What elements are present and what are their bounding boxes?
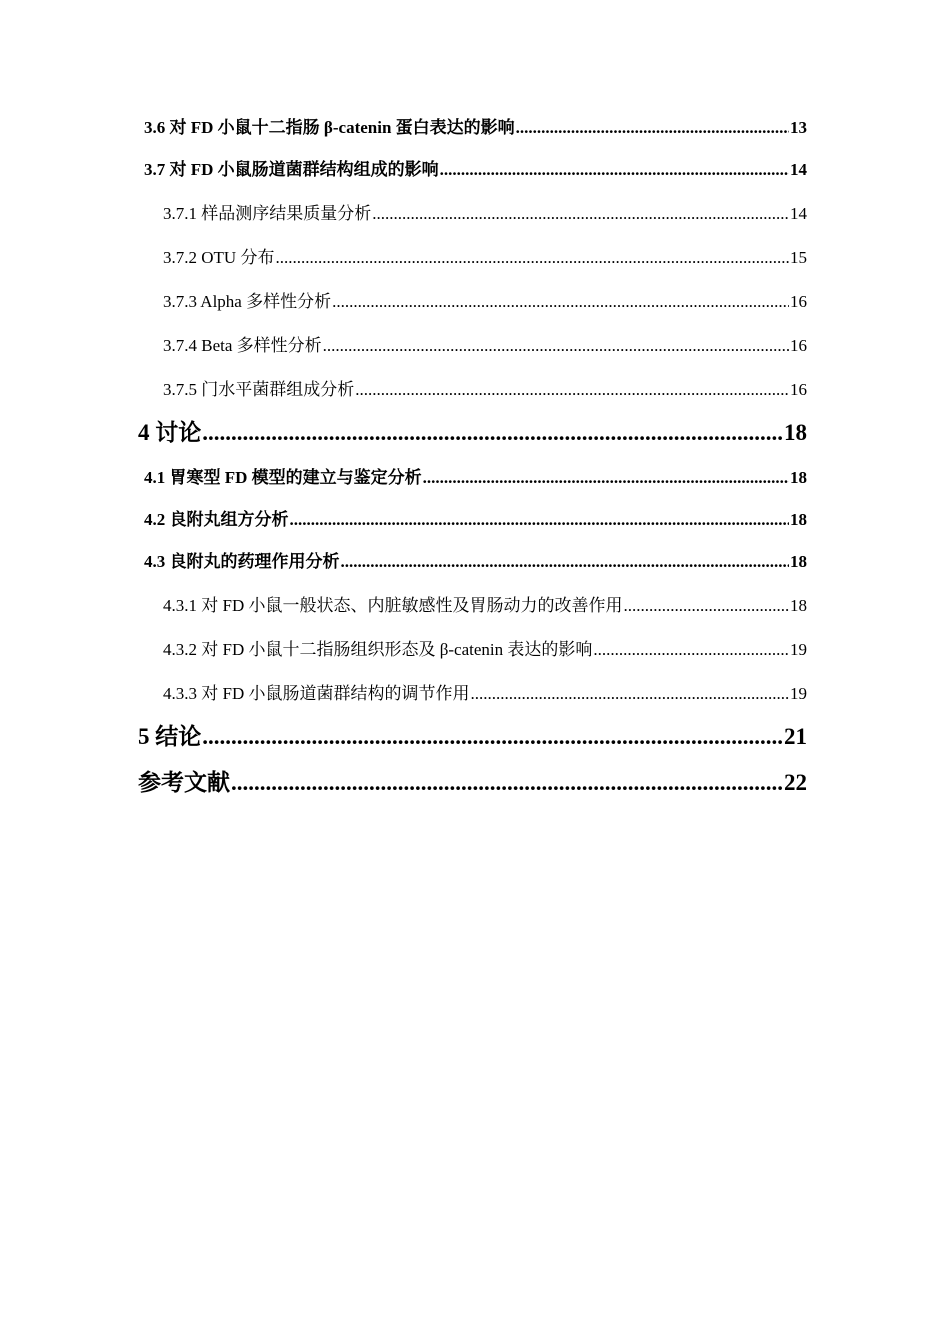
- toc-entry-title: 3.7.1 样品测序结果质量分析: [163, 204, 372, 223]
- toc-entry-4-3-3[interactable]: [163, 682, 807, 706]
- toc-dot-leader: [372, 202, 789, 226]
- toc-dot-leader: [275, 246, 789, 270]
- toc-page-number: 19: [790, 640, 807, 659]
- toc-entry-3-7[interactable]: [144, 158, 807, 182]
- toc-entry-title: 3.7.3 Alpha 多样性分析: [163, 292, 332, 311]
- toc-entry-title: 5 结论: [138, 724, 202, 749]
- toc-entry-5[interactable]: [138, 722, 807, 752]
- toc-page-number: 18: [790, 468, 807, 487]
- toc-entry-title: 3.7.5 门水平菌群组成分析: [163, 380, 355, 399]
- toc-entry-3-7-3[interactable]: [163, 290, 807, 314]
- toc-entry-4-3[interactable]: [144, 550, 807, 574]
- toc-page-number: 22: [784, 770, 807, 795]
- toc-entry-title: 4.3.1 对 FD 小鼠一般状态、内脏敏感性及胃肠动力的改善作用: [163, 596, 623, 615]
- toc-dot-leader: [332, 290, 789, 314]
- toc-page-number: 18: [790, 596, 807, 615]
- toc-page-number: 18: [790, 552, 807, 571]
- toc-dot-leader: [516, 116, 789, 140]
- toc-entry-3-7-2[interactable]: [163, 246, 807, 270]
- toc-page-number: 16: [790, 336, 807, 355]
- toc-page-number: 14: [790, 204, 807, 223]
- toc-entry-4[interactable]: [138, 418, 807, 448]
- toc-page-number: 16: [790, 380, 807, 399]
- toc-dot-leader: [290, 508, 790, 532]
- toc-page-number: 16: [790, 292, 807, 311]
- toc-dot-leader: [202, 722, 783, 752]
- toc-entry-title: 4.3 良附丸的药理作用分析: [144, 552, 340, 571]
- toc-page-number: 19: [790, 684, 807, 703]
- toc-entry-title: 4.1 胃寒型 FD 模型的建立与鉴定分析: [144, 468, 422, 487]
- toc-entry-title: 4.3.2 对 FD 小鼠十二指肠组织形态及 β-catenin 表达的影响: [163, 640, 593, 659]
- toc-dot-leader: [355, 378, 789, 402]
- toc-entry-title: 3.7.2 OTU 分布: [163, 248, 275, 267]
- toc-entry-4-3-2[interactable]: [163, 638, 807, 662]
- toc-entry-3-6[interactable]: [144, 116, 807, 140]
- toc-dot-leader: [623, 594, 789, 618]
- toc-dot-leader: [423, 466, 789, 490]
- toc-entry-title: 4.3.3 对 FD 小鼠肠道菌群结构的调节作用: [163, 684, 470, 703]
- toc-entry-title: 3.6 对 FD 小鼠十二指肠 β-catenin 蛋白表达的影响: [144, 118, 515, 137]
- toc-entry-4-2[interactable]: [144, 508, 807, 532]
- toc-entry-references[interactable]: [138, 768, 807, 798]
- toc-page-number: 14: [790, 160, 807, 179]
- toc-entry-title: 3.7 对 FD 小鼠肠道菌群结构组成的影响: [144, 160, 439, 179]
- toc-entry-title: 3.7.4 Beta 多样性分析: [163, 336, 322, 355]
- toc-dot-leader: [470, 682, 789, 706]
- toc-dot-leader: [231, 768, 783, 798]
- toc-entry-3-7-4[interactable]: [163, 334, 807, 358]
- toc-page-number: 18: [784, 420, 807, 445]
- toc-dot-leader: [440, 158, 789, 182]
- toc-page-number: 18: [790, 510, 807, 529]
- toc-dot-leader: [593, 638, 789, 662]
- toc-page-number: 15: [790, 248, 807, 267]
- toc-entry-4-1[interactable]: [144, 466, 807, 490]
- toc-page-number: 21: [784, 724, 807, 749]
- toc-entry-title: 4 讨论: [138, 420, 202, 445]
- toc-entry-3-7-1[interactable]: [163, 202, 807, 226]
- toc-dot-leader: [202, 418, 783, 448]
- toc-dot-leader: [341, 550, 790, 574]
- toc-dot-leader: [323, 334, 789, 358]
- toc-page-number: 13: [790, 118, 807, 137]
- toc-entry-title: 参考文献: [138, 770, 230, 795]
- toc-entry-title: 4.2 良附丸组方分析: [144, 510, 289, 529]
- toc-entry-4-3-1[interactable]: [163, 594, 807, 618]
- toc-entry-3-7-5[interactable]: [163, 378, 807, 402]
